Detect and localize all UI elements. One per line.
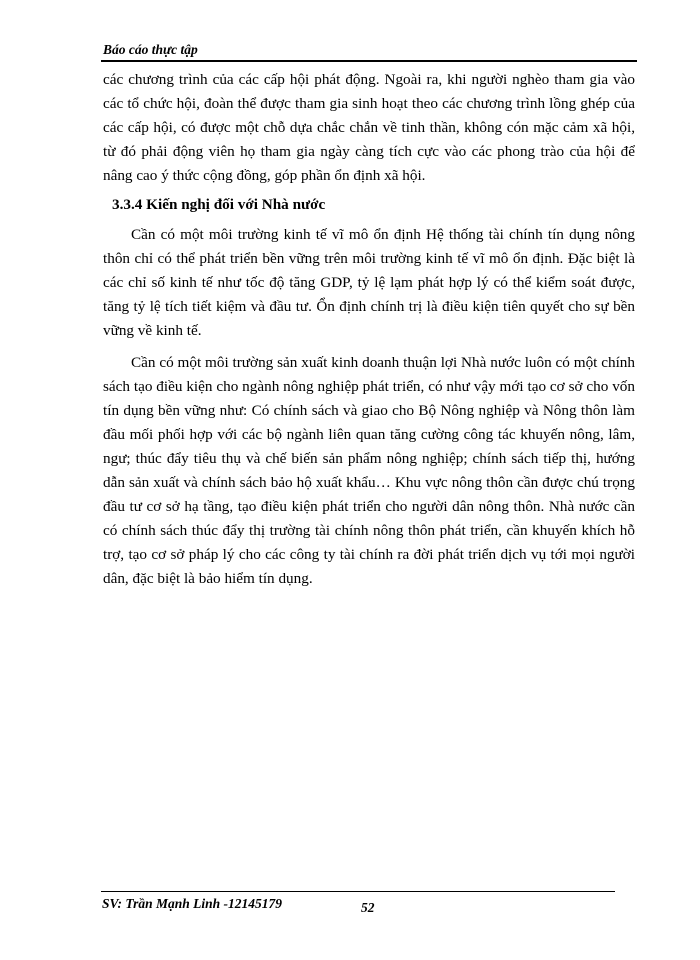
- report-title: Báo cáo thực tập: [103, 42, 198, 57]
- paragraph-continued: các chương trình của các cấp hội phát động. Ngoài ra, khi người nghèo tham gia vào các tổ chức hội, đoàn thể được tham gia sinh hoạt theo các chương trình lồng ghép của các cấp hội, có được một chỗ dựa chắc chắn về tinh thần, không cón mặc cảm xã hội, từ đó phải động viên họ tham gia ngày càng tích cực vào các phong trào của hội để nâng cao ý thức cộng đồng, góp phần ổn định xã hội.: [103, 71, 635, 184]
- section-heading: 3.3.4 Kiến nghị đối với Nhà nước: [112, 196, 326, 213]
- paragraph-macro-stability: Cần có một môi trường kinh tế vĩ mô ổn định Hệ thống tài chính tín dụng nông thôn chỉ có thể phát triển bền vững trên môi trường kinh tế vĩ mô ổn định. Đặc biệt là các chỉ số kinh tế như tốc độ tăng GDP, tỷ lệ lạm phát hợp lý có thể kiểm soát được, tăng tỷ lệ tích tiết kiệm và đầu tư. Ổn định chính trị là điều kiện tiên quyết cho sự bền vững về kinh tế.: [103, 226, 635, 339]
- footer-divider: [101, 891, 615, 892]
- footer-student-info: SV: Trần Mạnh Linh -12145179: [102, 896, 283, 911]
- page-number: 52: [361, 900, 375, 915]
- page-header: [101, 40, 637, 62]
- document-body: [103, 68, 635, 591]
- paragraph-business-environment: Cần có một môi trường sản xuất kinh doanh thuận lợi Nhà nước luôn có một chính sách tạo điều kiện cho ngành nông nghiệp phát triển, có như vậy mới tạo cơ sở cho vốn tín dụng bền vững như: Có chính sách và giao cho Bộ Nông nghiệp và Nông thôn làm đầu mối phối hợp với các bộ ngành liên quan tăng cường công tác khuyến nông, lâm, ngư; thúc đẩy tiêu thụ và chế biến sản phẩm nông nghiệp; chính sách tiếp thị, hướng dẫn sản xuất và chính sách bảo hộ xuất khẩu… Khu vực nông thôn cần được chú trọng đầu tư cơ sở hạ tầng, tạo điều kiện phát triển cho người dân nông thôn. Nhà nước cần có chính sách thúc đẩy thị trường tài chính nông thôn phát triển, cần khuyến khích hỗ trợ, tạo cơ sở pháp lý cho các công ty tài chính ra đời phát triển dịch vụ tới mọi người dân, đặc biệt là bảo hiểm tín dụng.: [103, 354, 635, 587]
